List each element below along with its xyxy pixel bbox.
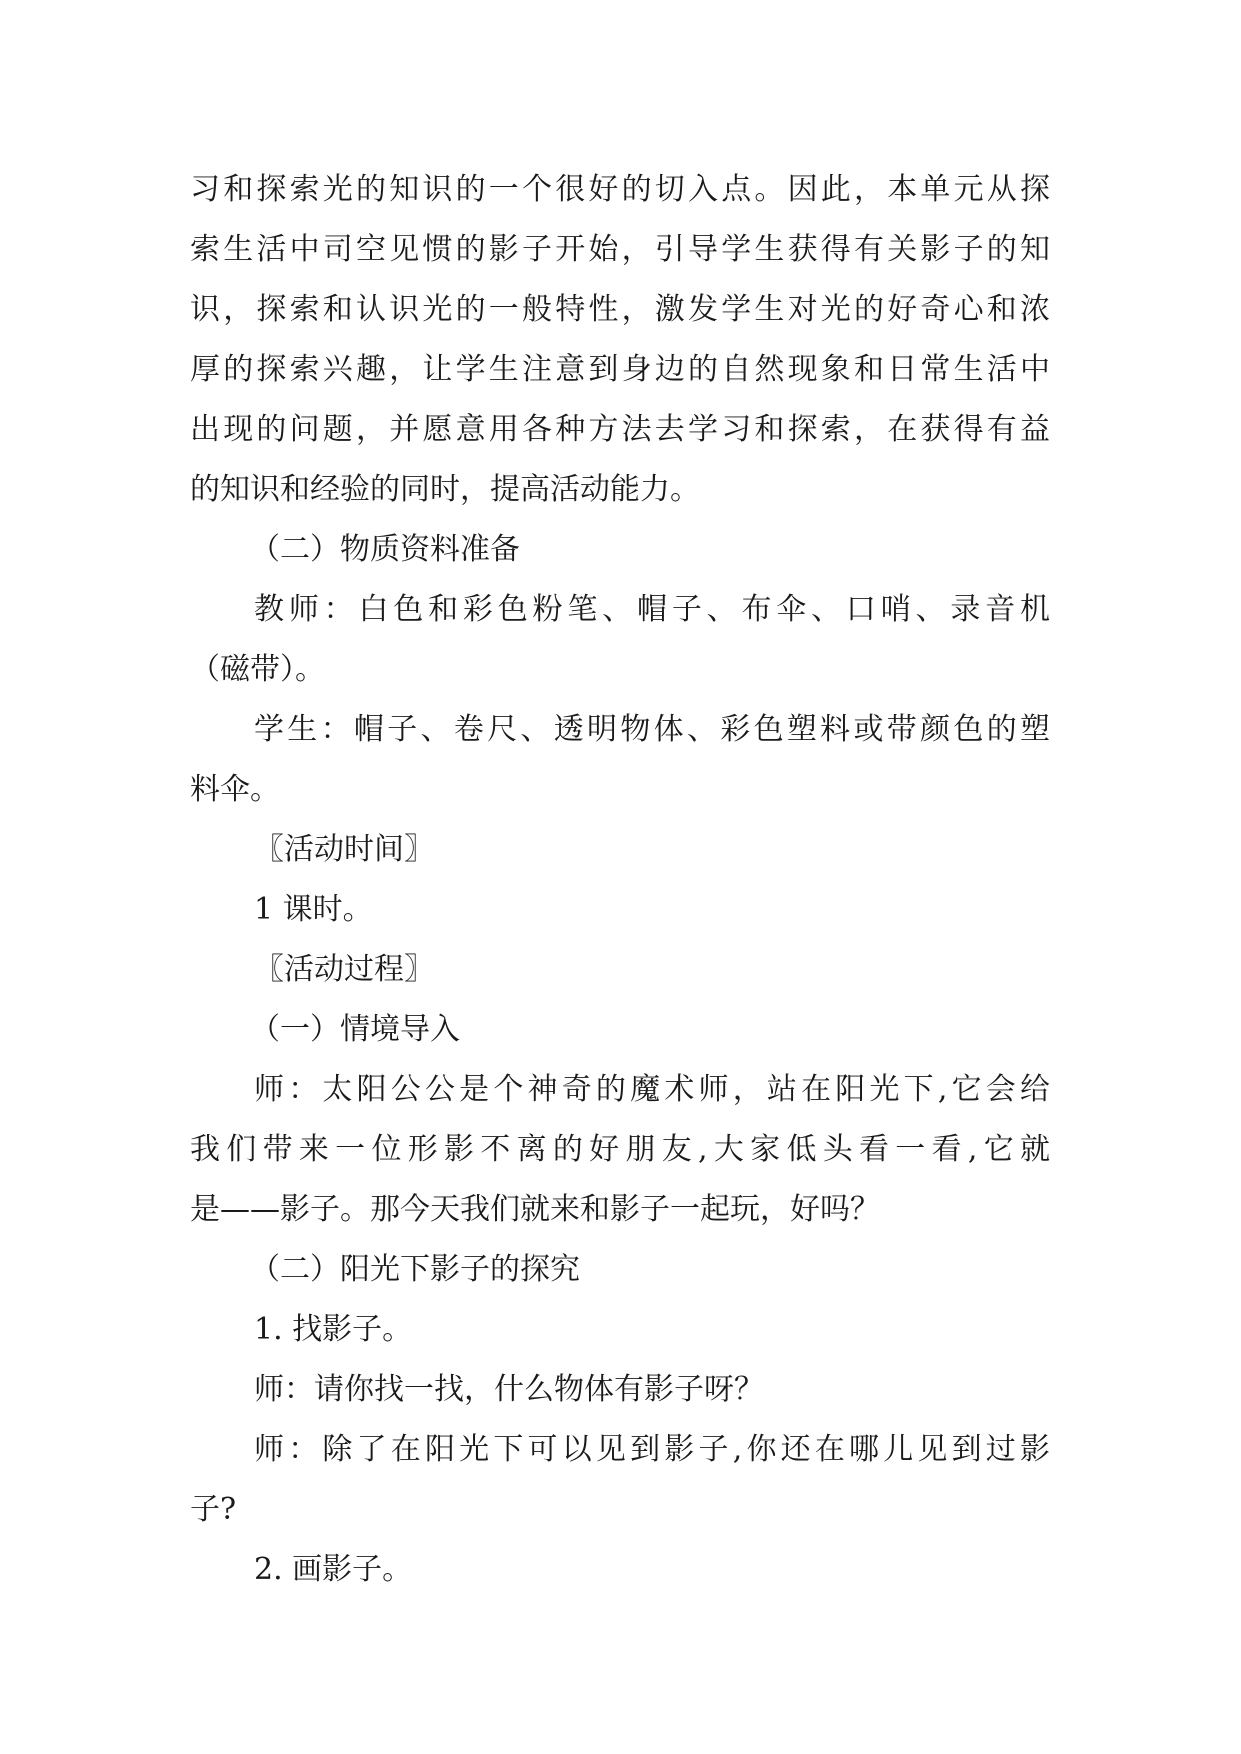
intro-line: 师：太阳公公是个神奇的魔术师，站在阳光下,它会给	[254, 1072, 1050, 1107]
step-find-shadow: 1. 找影子。	[254, 1312, 413, 1347]
question-line: 子?	[190, 1492, 237, 1527]
section-heading-process: 〖活动过程〗	[254, 952, 434, 987]
paragraph-line: 习和探索光的知识的一个很好的切入点。因此，本单元从探	[190, 172, 1050, 207]
student-materials-line: 料伞。	[190, 772, 280, 807]
section-heading-materials: （二）物质资料准备	[250, 532, 520, 567]
paragraph-line: 出现的问题，并愿意用各种方法去学习和探索，在获得有益	[190, 412, 1050, 447]
paragraph-line: 索生活中司空见惯的影子开始，引导学生获得有关影子的知	[190, 232, 1050, 267]
time-value: 1 课时。	[254, 892, 373, 927]
question-line: 师：请你找一找，什么物体有影子呀？	[254, 1372, 764, 1407]
intro-line: 是——影子。那今天我们就来和影子一起玩，好吗？	[190, 1192, 880, 1227]
paragraph-line: 的知识和经验的同时，提高活动能力。	[190, 472, 700, 507]
section-heading-explore: （二）阳光下影子的探究	[250, 1252, 580, 1287]
student-materials-line: 学生：帽子、卷尺、透明物体、彩色塑料或带颜色的塑	[254, 712, 1050, 747]
document-body	[190, 160, 1050, 1600]
intro-line: 我们带来一位形影不离的好朋友,大家低头看一看,它就	[190, 1132, 1050, 1167]
teacher-materials-line: 教师：白色和彩色粉笔、帽子、布伞、口哨、录音机	[254, 592, 1050, 627]
step-draw-shadow: 2. 画影子。	[254, 1552, 413, 1587]
section-heading-time: 〖活动时间〗	[254, 832, 434, 867]
paragraph-line: 厚的探索兴趣，让学生注意到身边的自然现象和日常生活中	[190, 352, 1050, 387]
section-heading-intro: （一）情境导入	[250, 1012, 460, 1047]
question-line: 师：除了在阳光下可以见到影子,你还在哪儿见到过影	[254, 1432, 1050, 1467]
paragraph-line: 识，探索和认识光的一般特性，激发学生对光的好奇心和浓	[190, 292, 1050, 327]
teacher-materials-line: （磁带）。	[190, 652, 325, 687]
